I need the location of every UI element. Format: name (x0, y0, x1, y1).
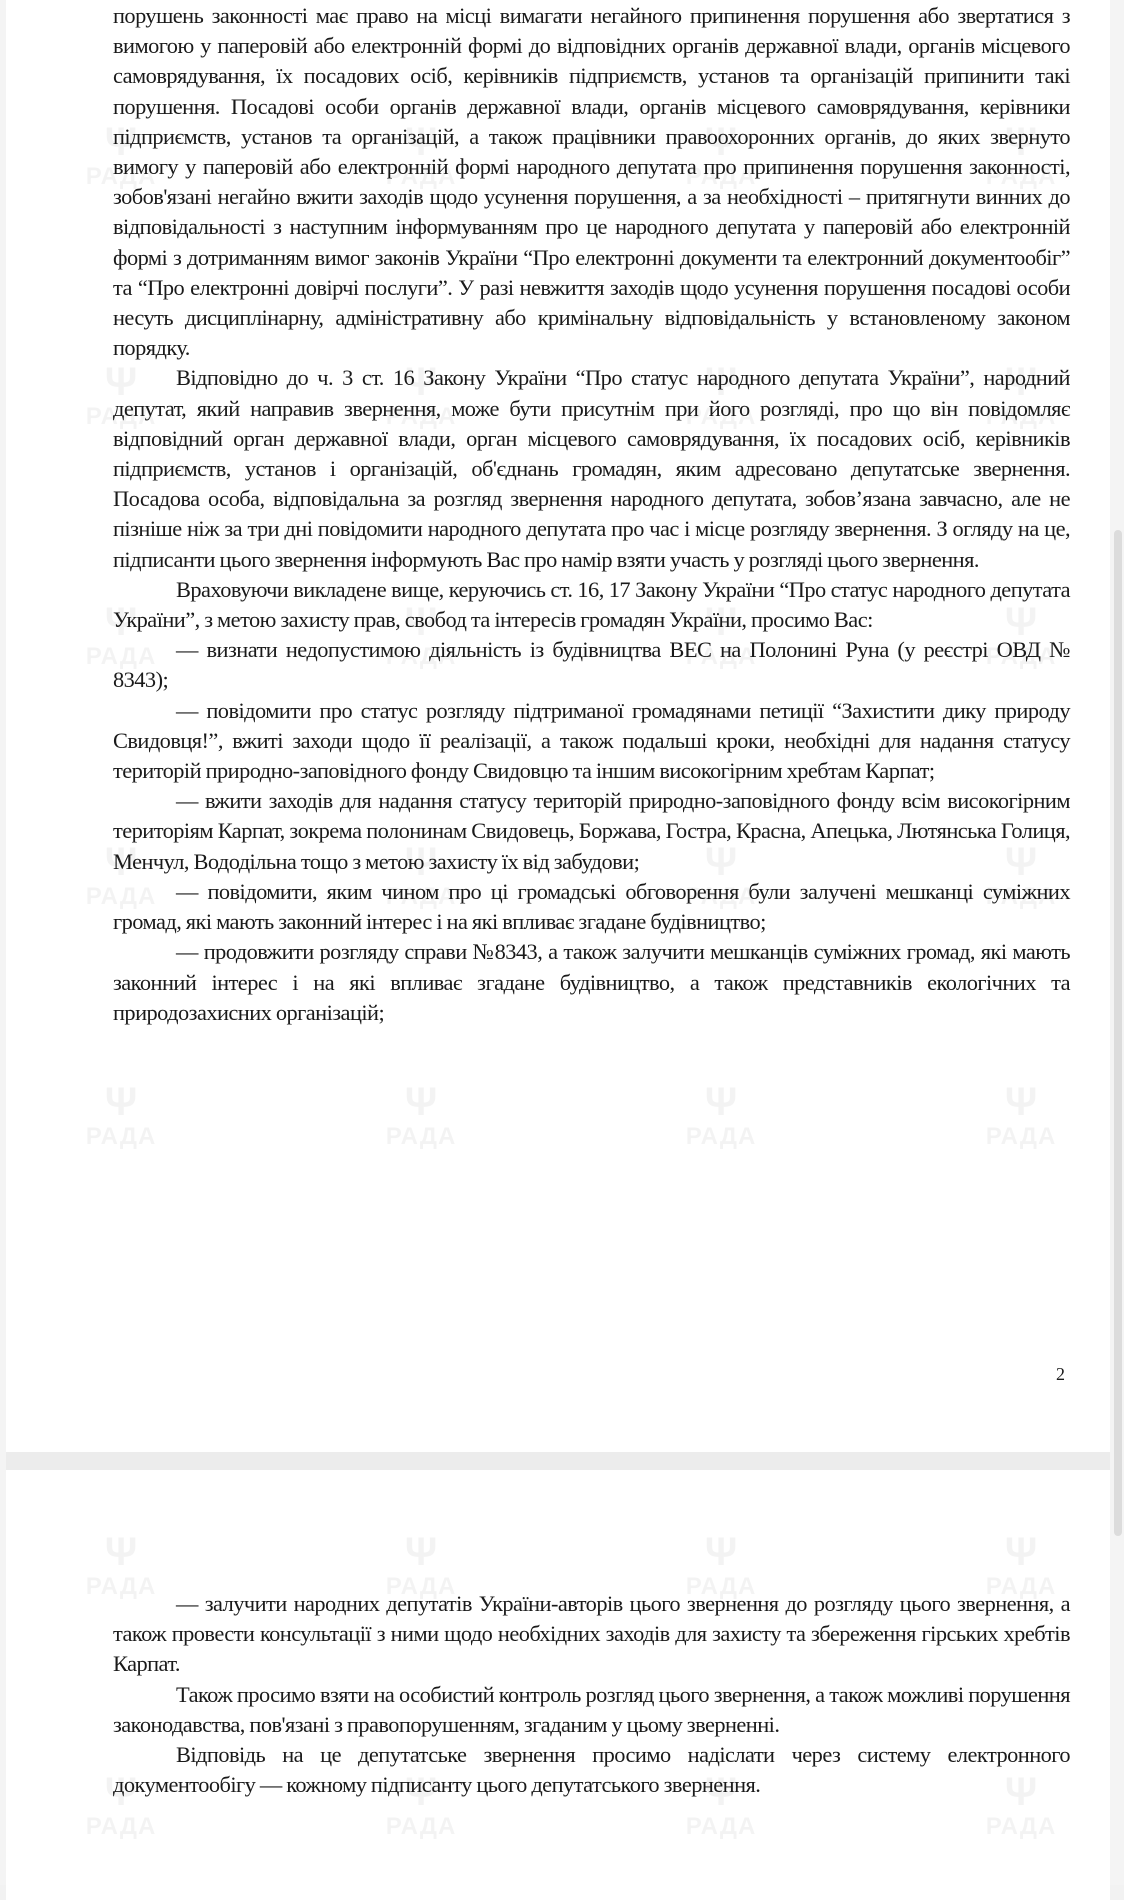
watermark-label (76, 1124, 166, 1150)
trident-icon (376, 1080, 466, 1124)
page-2-text (113, 1, 1070, 1028)
page-3-text (113, 1589, 1070, 1800)
watermark-label (976, 1814, 1066, 1840)
trident-icon (976, 1080, 1066, 1124)
trident-icon (676, 1080, 766, 1124)
watermark-label (376, 1814, 466, 1840)
trident-icon (76, 1080, 166, 1124)
request-item: — вжити заходів для надання статусу територій природно-заповідного фонду всім високогірним територіям Карпат, зокрема полонинам Свидовець, Боржава, Гостра, Красна, Апецька, Лютянська Голиця, Менчул, Вододільна тощо з метою захисту їх від забудови; (113, 788, 1070, 874)
paragraph-legality-violations: порушень законності має право на місці вимагати негайного припинення порушення або звертатися з вимогою у паперовій або електронній формі до відповідних органів державної влади, органів місцевого самоврядування, їх посадових осіб, керівників підприємств, установ та організацій припинити такі порушення. Посадові особи органів державної влади, органів місцевого самоврядування, керівники підприємств, установ та організацій, а також працівники правоохоронних органів, до яких звернуто вимогу у паперовій або електронній формі народного депутата про припинення порушення законності, зобов'язані негайно вжити заходів щодо усунення порушення, а за необхідності – притягнути винних до відповідальності з наступним інформуванням про це народного депутата у паперовій або електронній формі з дотриманням вимог законів України “Про електронні документи та електронний документообіг” та “Про електронні довірчі послуги”. У разі невжиття заходів щодо усунення порушення посадові особи несуть дисциплінарну, адміністративну або кримінальну відповідальність у встановленому законом порядку. (113, 3, 1070, 361)
paragraph-request-intro: Враховуючи викладене вище, керуючись ст. 16, 17 Закону України “Про статус народного депутата України”, з метою захисту прав, свобод та інтересів громадян України, просимо Вас: (113, 576, 1070, 633)
request-item: — повідомити про статус розгляду підтриманої громадянами петиції “Захистити дику природу Свидовця!”, вжиті заходи щодо її реалізації, а також подальші кроки, необхідні для надання статусу територій природно-заповідного фонду Свидовцю та іншим високогірним хребтам Карпат; (113, 697, 1070, 784)
scrollbar-thumb[interactable] (1114, 530, 1122, 1536)
watermark (976, 1080, 1066, 1180)
trident-icon (76, 1530, 166, 1574)
trident-icon (976, 1530, 1066, 1574)
document-page-2 (6, 0, 1110, 1452)
vertical-scrollbar[interactable] (1110, 0, 1124, 1885)
watermark (76, 1080, 166, 1180)
watermark-label (676, 1814, 766, 1840)
watermark-label (76, 1814, 166, 1840)
request-item: — залучити народних депутатів України-авторів цього звернення до розгляду цього звернення, а також провести консультації з ними щодо необхідних заходів для захисту та збереження гірських хребтів Карпат. (113, 1591, 1070, 1677)
request-item: — продовжити розгляду справи №8343, а також залучити мешканців суміжних громад, які мають законний інтерес і на які впливає згадане будівництво, а також представників екологічних та природозахисних організацій; (113, 939, 1070, 1025)
watermark (376, 1080, 466, 1180)
page-number: 2 (1056, 1364, 1065, 1384)
paragraph-personal-control: Також просимо взяти на особистий контроль розгляд цього звернення, а також можливі порушення законодавства, пов'язані з правопорушенням, згаданим у цьому зверненні. (113, 1681, 1070, 1737)
trident-icon (676, 1530, 766, 1574)
paragraph-response-request: Відповідь на це депутатське звернення просимо надіслати через систему електронного документообігу — кожному підписанту цього депутатського звернення. (113, 1742, 1070, 1798)
watermark-label (376, 1124, 466, 1150)
page-separator (6, 1452, 1110, 1470)
document-page-3 (6, 1470, 1110, 1900)
trident-icon (376, 1530, 466, 1574)
request-item: — визнати недопустимою діяльність із будівництва ВЕС на Полонині Руна (у реєстрі ОВД № 8343); (113, 637, 1070, 693)
paragraph-right-to-attend: Відповідно до ч. 3 ст. 16 Закону України “Про статус народного депутата України”, народний депутат, який направив звернення, може бути присутнім при його розгляді, про що він повідомляє відповідний орган державної влади, орган місцевого самоврядування, їх посадових осіб, керівників підприємств, установ і організацій, об'єднань громадян, яким адресовано депутатське звернення. Посадова особа, відповідальна за розгляд звернення народного депутата, зобов’язана завчасно, але не пізніше ніж за три дні повідомити народного депутата про час і місце розгляду звернення. З огляду на це, підписанти цього звернення інформують Вас про намір взяти участь у розгляді цього звернення. (113, 365, 1070, 572)
watermark-label (976, 1124, 1066, 1150)
watermark (676, 1080, 766, 1180)
request-item: — повідомити, яким чином про ці громадські обговорення були залучені мешканці суміжних громад, які мають законний інтерес і на які впливає згадане будівництво; (113, 878, 1070, 935)
watermark-label (676, 1124, 766, 1150)
